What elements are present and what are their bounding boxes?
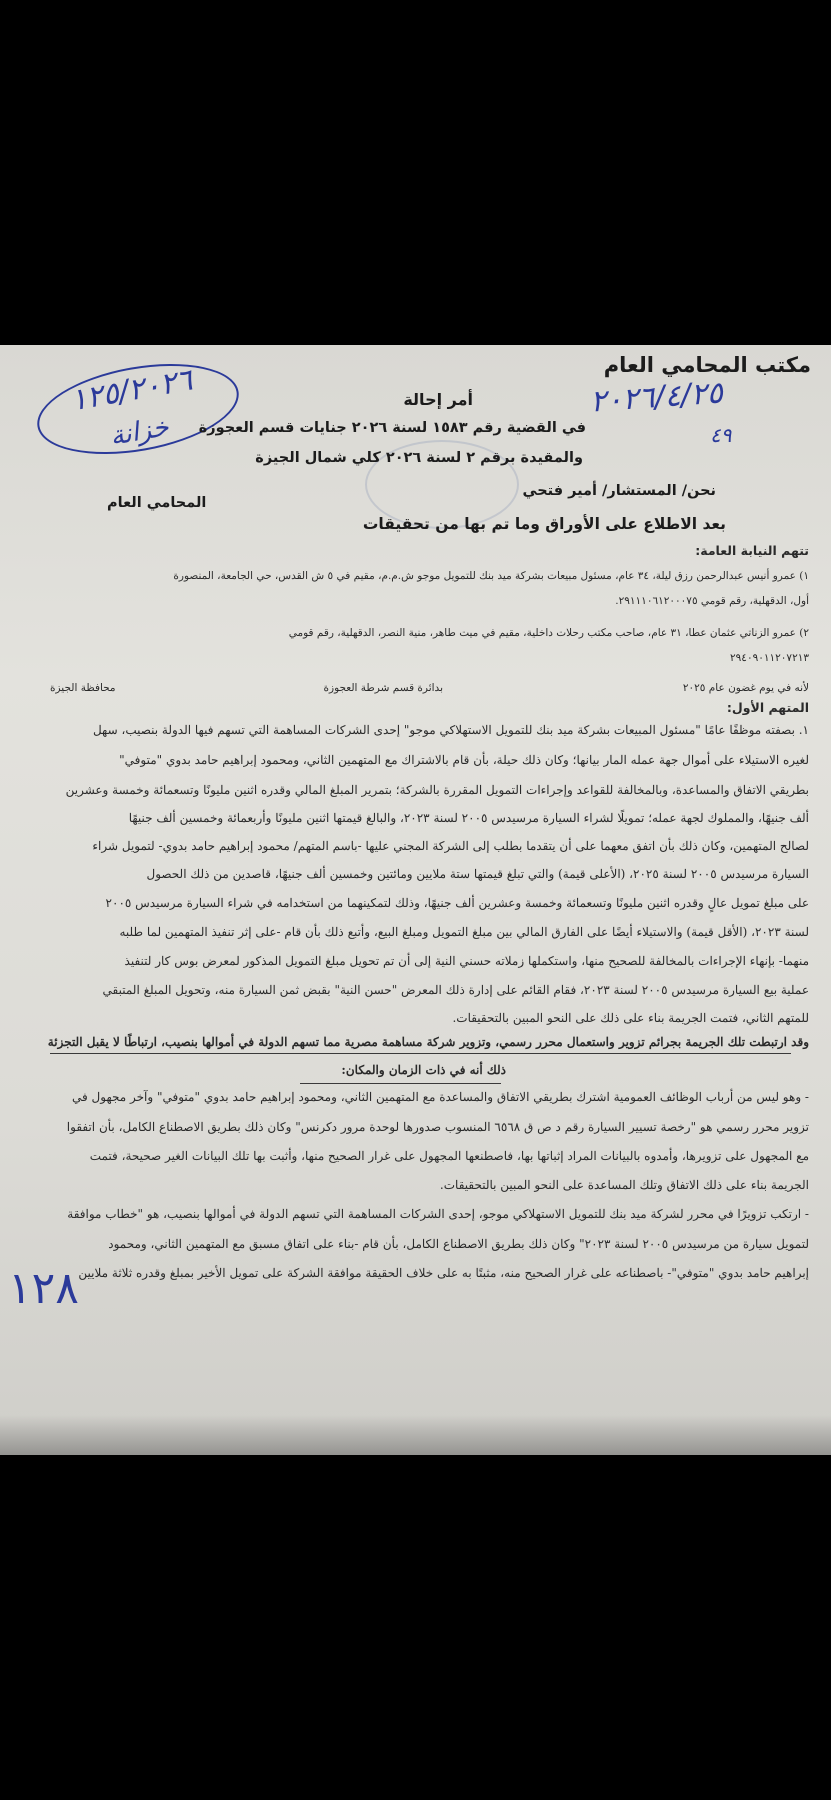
paragraph-one-line: ألف جنيهًا، والمملوك لجهة عمله؛ تمويلًا لشراء السيارة مرسيدس ٢٠٠٥ لسنة ٢٠٢٣، والبالغ قيمتها اثنين مليونًا وأربعمائة وخمسين ألف جنيهًا — [128, 811, 809, 825]
place-time-department: بدائرة قسم شرطة العجوزة — [323, 682, 443, 694]
accusation-intro: تتهم النيابة العامة: — [695, 543, 809, 558]
paragraph-two-line: - ارتكب تزويرًا في محرر لشركة ميد بنك للتمويل الاستهلاكي موجو، إحدى الشركات المساهمة التي تسهم الدولة في أموالها بنصيب، هو "خطاب موافقة — [67, 1207, 809, 1221]
handwritten-date: ٢٠٢٦/٤/٢٥ — [588, 375, 725, 420]
paragraph-two-line: مع المجهول على تزويرها، وأمدوه بالبيانات المراد إثباتها بها، فاصطنعها المجهول على غرار الصحيح منها، وأثبت بها تلك البيانات الغير صحيحة، فتمت — [89, 1149, 809, 1163]
paragraph-one-line: على مبلغ تمويل عالٍ وقدره اثنين مليونًا وتسعمائة وخمسة وعشرين ألف جنيهًا، وذلك لتمكينهما من استخدامه في شراء السيارة مرسيدس ٢٠٠٥ — [105, 896, 809, 910]
handwritten-stamp-number: ١٢٥/٢٠٢٦ — [67, 362, 196, 419]
paragraph-one-line: منهما- بإنهاء الإجراءات بالمخالفة للصحيح منها، واستكملها زملاته حسني النية إلى أن تم تحويل مبلغ التمويل المذكور لمعرض بوس كار لتنفيذ — [124, 954, 809, 968]
paragraph-one-line: للمتهم الثاني، فتمت الجريمة بناء على ذلك على النحو المبين بالتحقيقات. — [452, 1011, 809, 1025]
linked-crimes-subline: ذلك أنه في ذات الزمان والمكان: — [341, 1063, 506, 1077]
handwritten-number: ٤٩ — [710, 423, 732, 447]
paragraph-one-line: لسنة ٢٠٢٣، (الأقل قيمة) والاستيلاء أيضًا على الفارق المالي بين مبلغ التمويل ومبلغ البيع، وأتبع ذلك بأن قام -على إثر تنفيذ المتهمين لما طلبه — [119, 925, 809, 939]
underline-divider — [300, 1083, 501, 1084]
paragraph-two-line: الجريمة بناء على ذلك الاتفاق وتلك المساعدة على النحو المبين بالتحقيقات. — [439, 1178, 809, 1192]
paragraph-one-line: عملية بيع السيارة مرسيدس ٢٠٠٥ لسنة ٢٠٢٣، فقام القائم على إدارة ذلك المعرض "حسن النية" بقبض ثمن السيارة منه، وتحويل المبلغ المتبقي — [102, 983, 809, 997]
paragraph-two-line: - وهو ليس من أرباب الوظائف العمومية اشترك بطريقي الاتفاق والمساعدة مع المتهمين الثاني، ومحمود إبراهيم حامد بدوي "متوفي" وآخر مجهول في — [72, 1090, 809, 1104]
paragraph-two-line: إبراهيم حامد بدوي "متوفي"- باصطناعه على غرار الصحيح منه، مثبتًا به على خلاف الحقيقة موافقة الشركة على تمويل الأخير بمبلغ وقدره ثلاثة ملايين — [78, 1266, 809, 1280]
paragraph-one-line: ١. بصفته موظفًا عامًا "مسئول المبيعات بشركة ميد بنك للتمويل الاستهلاكي موجو" إحدى الشركات المساهمة التي تسهم فيها الدولة بنصيب، سهل — [92, 723, 809, 737]
document-title: أمر إحالة — [403, 390, 473, 409]
underline-divider — [50, 1053, 791, 1054]
place-time-because: لأنه في يوم غضون عام ٢٠٢٥ — [682, 682, 809, 694]
handwritten-page-number: ١٢٨ — [8, 1263, 79, 1314]
defendant-line: ١) عمرو أنيس عبدالرحمن رزق ليلة، ٣٤ عام، مسئول مبيعات بشركة ميد بنك للتمويل موجو ش.م.م، مقيم في ٥ ش القدس، حي الجامعة، المنصورة — [173, 570, 809, 582]
after-review-line: بعد الاطلاع على الأوراق وما تم بها من تحقيقات — [362, 515, 726, 533]
paragraph-one-line: بطريقي الاتفاق والمساعدة، وبالمخالفة للقواعد وإجراءات التمويل المقررة بالشركة؛ بتمرير المبلغ المالي وقدره اثنين مليونًا وتسعمائة وخمسة وعشرين — [65, 783, 809, 797]
registered-number-line: والمقيدة برقم ٢ لسنة ٢٠٢٦ كلي شمال الجيزة — [255, 450, 583, 466]
first-accused-label: المتهم الأول: — [726, 700, 809, 715]
attorney-general-title: المحامي العام — [107, 495, 207, 511]
paragraph-two-line: لتمويل سيارة من مرسيدس ٢٠٠٥ لسنة ٢٠٢٣" وكان ذلك بطريق الاصطناع الكامل، بأن قام -بناء على اتفاق مسبق مع المتهمين الثاني، ومحمود — [108, 1237, 809, 1251]
document-page — [0, 345, 831, 1455]
office-title: مكتب المحامي العام — [603, 353, 811, 377]
defendant-line: ٢) عمرو الزناتي عثمان عطا، ٣١ عام، صاحب مكتب رحلات داخلية، مقيم في ميت طاهر، منية النصر، الدقهلية، رقم قومي — [288, 627, 809, 639]
linked-crimes-line: وقد ارتبطت تلك الجريمة بجرائم تزوير واستعمال محرر رسمي، وتزوير شركة مساهمة مصرية مما تسهم الدولة في أموالها بنصيب، ارتباطًا لا يقبل التجزئة — [47, 1035, 809, 1049]
place-time-governorate: محافظة الجيزة — [50, 682, 116, 694]
page-bottom-shadow — [0, 1415, 831, 1455]
defendant-line: ٢٩٤٠٩٠١١٢٠٧٢١٣ — [730, 652, 809, 664]
counselor-name: نحن/ المستشار/ أمير فتحي — [522, 483, 716, 499]
defendant-line: أول، الدقهلية، رقم قومي ٢٩١١١٠٦١٢٠٠٠٧٥. — [615, 595, 809, 607]
case-number-line: في القضية رقم ١٥٨٣ لسنة ٢٠٢٦ جنايات قسم العجوزة — [198, 420, 586, 436]
paragraph-two-line: تزوير محرر رسمي هو "رخصة تسيير السيارة رقم د ص ق ٦٥٦٨ المنسوب صدورها لوحدة مرور دكرنس" وكان ذلك بطريق الاصطناع الكامل، بأن اتفقوا — [66, 1120, 809, 1134]
paragraph-one-line: السيارة مرسيدس ٢٠٠٥ لسنة ٢٠٢٥، (الأعلى قيمة) والتي تبلغ قيمتها ستة ملايين ومائتين وخمسين ألف جنيهًا، قاصدين من ذلك الحصول — [146, 867, 809, 881]
handwritten-circle-stamp — [30, 350, 245, 468]
handwritten-stamp-label: خزانة — [107, 412, 171, 452]
paragraph-one-line: لغيره الاستيلاء على أموال جهة عمله المار بيانها؛ وكان ذلك حيلة، بأن قام بالاشتراك مع المتهمين الثاني، ومحمود إبراهيم حامد بدوي "متوفي" — [119, 753, 809, 767]
paragraph-one-line: لصالح المتهمين، وكان ذلك بأن اتفق معهما على أن يتقدما بطلب إلى الشركة المجني عليها -باسم المتهم/ محمود إبراهيم حامد بدوي- لتمويل شراء — [92, 839, 809, 853]
